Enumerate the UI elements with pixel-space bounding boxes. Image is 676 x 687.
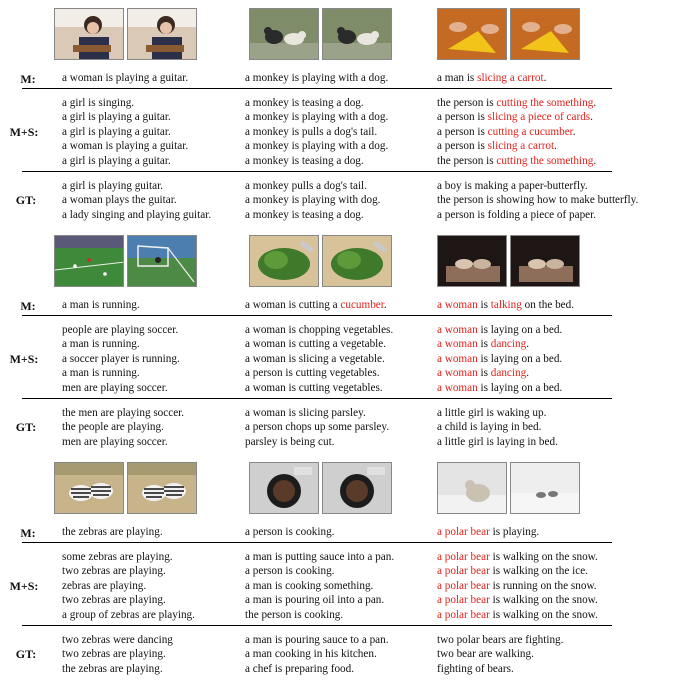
video-frame [54,235,124,287]
caption-line [437,298,574,312]
highlighted-text: slicing a carrot [487,140,555,153]
video-thumbnail-pair [249,8,394,60]
example-block [0,462,676,687]
model-sampled-captions [62,550,195,622]
caption-text: a person is cooking. [245,526,335,538]
caption-text: some zebras are playing. [62,551,173,563]
caption-text: the person is cooking. [245,608,344,621]
ground-truth-captions [62,406,184,449]
caption-line: a monkey is playing with dog. [245,194,381,207]
model-sampled-captions [437,550,598,622]
caption-line [245,352,393,366]
caption-line: the zebras are playing. [62,662,163,675]
caption-text: a woman is cutting a [245,299,341,311]
caption-text: is [477,299,491,311]
caption-line [62,125,188,139]
caption-text: is laying on a bed. [477,324,563,336]
caption-text: a person is [437,125,488,138]
caption-text: . [526,338,529,351]
caption-line [245,139,388,153]
caption-line [437,154,596,168]
caption-line [437,337,562,351]
caption-text: . [572,125,576,138]
ground-truth-captions [245,179,380,222]
video-thumbnail-pair [437,235,582,287]
caption-line: two zebras were dancing [62,634,173,646]
caption-line [437,125,596,139]
caption-line [245,125,388,139]
caption-text: a woman is playing a guitar. [62,140,189,153]
caption-text: two zebras are playing. [62,565,166,578]
caption-text: a woman is cutting vegetables. [245,381,383,394]
rule-line [22,542,612,543]
caption-line: a chef is preparing food. [245,662,355,675]
highlighted-text: a polar bear [437,565,490,578]
caption-line [437,110,596,124]
caption-line [245,154,388,168]
caption-line: a lady singing and playing guitar. [62,208,212,221]
label-ms: M+S: [9,352,39,366]
video-frame [510,462,580,514]
model-caption [62,71,188,85]
caption-line: a woman plays the guitar. [62,194,177,207]
caption-line [62,323,180,337]
caption-text: a woman is playing a guitar. [62,72,189,84]
caption-line [62,96,188,110]
rule-line [22,315,612,316]
highlighted-text: a polar bear [437,579,490,592]
caption-text: is walking on the snow. [489,551,598,563]
caption-text: a man is pouring oil into a pan. [245,594,385,607]
caption-text: a soccer player is running. [62,352,180,365]
highlighted-text: dancing [490,367,527,380]
caption-line [62,381,180,395]
caption-text: a man is running. [62,299,140,311]
video-thumbnail-pair [249,235,394,287]
label-gt: GT: [15,420,37,434]
caption-text: a woman is chopping vegetables. [245,324,394,336]
caption-line [62,525,163,539]
caption-line [62,71,188,85]
caption-line [245,366,393,380]
caption-text: a monkey is playing with a dog. [245,111,389,124]
caption-line: the people are playing. [62,421,164,434]
caption-line: a little girl is waking up. [437,407,547,419]
caption-line: men are playing soccer. [62,435,168,448]
caption-text: a man is running. [62,367,140,380]
rule-line [22,88,612,89]
caption-text: a monkey is playing with a dog. [245,140,389,153]
highlighted-text: slicing a piece of cards [487,111,591,124]
caption-line: a person is folding a piece of paper. [437,208,597,221]
caption-text: a man is cooking something. [245,579,374,592]
caption-text: the zebras are playing. [62,526,163,538]
caption-line [245,337,393,351]
example-block [0,8,676,233]
caption-line [245,579,394,593]
label-m: M: [20,299,36,313]
label-ms: M+S: [9,125,39,139]
video-frame [127,8,197,60]
caption-line [437,352,562,366]
highlighted-text: a woman [437,338,478,351]
caption-line: the men are playing soccer. [62,407,185,419]
caption-line [62,593,195,607]
caption-text: a person is [437,111,488,124]
ground-truth-captions [437,406,558,449]
caption-text: is [477,367,491,380]
video-frame [322,235,392,287]
caption-text: a man is [437,72,478,84]
label-m: M: [20,526,36,540]
caption-text: a woman is cutting a vegetable. [245,338,387,351]
label-m: M: [20,72,36,86]
caption-line [62,550,195,564]
video-frame [437,235,507,287]
highlighted-text: a polar bear [437,608,490,621]
caption-line: a little girl is laying in bed. [437,435,558,448]
video-frame [510,8,580,60]
highlighted-text: cutting a cucumber [487,125,573,138]
caption-text: a girl is singing. [62,97,135,109]
caption-text: . [593,154,597,167]
model-sampled-captions [245,550,394,622]
caption-line [437,71,546,85]
caption-text: a man is running. [62,338,140,351]
video-frame [322,8,392,60]
video-frame [127,462,197,514]
highlighted-text: cucumber [340,299,384,311]
caption-line [437,323,562,337]
caption-line: parsley is being cut. [245,435,335,448]
highlighted-text: a woman [437,324,478,336]
ground-truth-captions [62,179,211,222]
video-thumbnail-pair [437,462,582,514]
caption-line: two zebras are playing. [62,648,166,661]
video-thumbnail-pair [54,462,199,514]
caption-line [245,381,393,395]
video-frame [322,462,392,514]
ground-truth-captions [245,406,389,449]
rule-line [22,171,612,172]
highlighted-text: cutting the something [496,154,594,167]
caption-text: a person is [437,140,488,153]
highlighted-text: talking [490,299,522,311]
video-thumbnail-pair [54,235,199,287]
caption-text: people are playing soccer. [62,324,179,336]
caption-text: . [383,299,387,311]
caption-line [62,298,140,312]
caption-line [245,593,394,607]
caption-text: a woman is slicing a vegetable. [245,352,385,365]
caption-line [437,96,596,110]
caption-line: a monkey pulls a dog's tail. [245,180,367,192]
highlighted-text: a woman [437,367,478,380]
model-caption [437,525,539,539]
caption-line [62,337,180,351]
video-thumbnail-pair [249,462,394,514]
caption-line [437,381,562,395]
caption-line [437,608,598,622]
caption-line [62,154,188,168]
caption-line: two bear are walking. [437,648,534,661]
model-caption [245,298,387,312]
caption-text: a monkey is playing with a dog. [245,72,389,84]
caption-text: a monkey is teasing a dog. [245,97,364,109]
caption-line: a woman is slicing parsley. [245,407,366,419]
video-frame [127,235,197,287]
caption-line: two polar bears are fighting. [437,634,564,646]
highlighted-text: cutting the something [496,97,594,109]
caption-line [62,110,188,124]
model-caption [62,298,140,312]
highlighted-text: a polar bear [437,551,490,563]
caption-text: a person is cutting vegetables. [245,367,380,380]
caption-text: a monkey is teasing a dog. [245,154,364,167]
model-sampled-captions [437,96,596,168]
model-sampled-captions [437,323,562,395]
video-frame [249,462,319,514]
caption-line [62,564,195,578]
caption-text: is laying on a bed. [477,381,563,394]
caption-line [245,96,388,110]
label-gt: GT: [15,647,37,661]
caption-line [245,110,388,124]
caption-text: a group of zebras are playing. [62,608,195,621]
rule-line [22,398,612,399]
caption-line [437,564,598,578]
caption-line [437,593,598,607]
caption-text: is laying on a bed. [477,352,563,365]
caption-text: is running on the snow. [489,579,597,592]
label-ms: M+S: [9,579,39,593]
caption-line [245,323,393,337]
caption-text: is walking on the snow. [489,608,598,621]
caption-text: a girl is playing a guitar. [62,111,171,124]
video-frame [510,235,580,287]
model-caption [62,525,163,539]
video-frame [54,8,124,60]
caption-line: a man is pouring sauce to a pan. [245,634,389,646]
caption-text: is playing. [489,526,540,538]
caption-line [437,525,539,539]
caption-line [437,550,598,564]
caption-text: a person is cooking. [245,565,335,578]
model-caption [437,71,546,85]
video-frame [437,462,507,514]
caption-line [245,298,387,312]
video-thumbnail-pair [54,8,199,60]
model-sampled-captions [245,96,388,168]
caption-text: . [543,72,547,84]
caption-line: a girl is playing guitar. [62,180,163,192]
caption-line [62,352,180,366]
caption-text: a man is putting sauce into a pan. [245,551,395,563]
caption-line [62,608,195,622]
caption-line [62,579,195,593]
caption-text: two zebras are playing. [62,594,166,607]
highlighted-text: a polar bear [437,526,490,538]
highlighted-text: a woman [437,352,478,365]
caption-text: is [477,338,491,351]
caption-text: zebras are playing. [62,579,147,592]
caption-line [62,139,188,153]
example-block [0,235,676,460]
caption-line [62,366,180,380]
caption-line [245,71,388,85]
caption-line: a man cooking in his kitchen. [245,648,377,661]
caption-text: a monkey is pulls a dog's tail. [245,125,378,138]
caption-text: a girl is playing a guitar. [62,125,171,138]
ground-truth-captions [437,179,638,222]
caption-line: a boy is making a paper-butterfly. [437,180,588,192]
caption-line: a monkey is teasing a dog. [245,208,364,221]
caption-line: fighting of bears. [437,662,514,675]
caption-text: the person is [437,97,497,109]
video-frame [54,462,124,514]
video-frame [437,8,507,60]
caption-line: a person chops up some parsley. [245,421,390,434]
caption-line [245,608,394,622]
model-caption [245,525,334,539]
caption-line [245,550,394,564]
video-frame [249,235,319,287]
caption-text: the person is [437,154,497,167]
caption-line [245,564,394,578]
label-gt: GT: [15,193,37,207]
caption-text: . [590,111,593,124]
model-sampled-captions [245,323,393,395]
model-caption [245,71,388,85]
caption-text: is walking on the ice. [489,565,588,578]
rule-line [22,625,612,626]
model-sampled-captions [62,96,188,168]
caption-text: men are playing soccer. [62,381,168,394]
highlighted-text: slicing a carrot [477,72,544,84]
caption-text: . [554,140,557,153]
video-thumbnail-pair [437,8,582,60]
caption-line [437,366,562,380]
highlighted-text: a polar bear [437,594,490,607]
caption-text: is walking on the snow. [489,594,598,607]
caption-text: . [526,367,529,380]
highlighted-text: a woman [437,299,478,311]
caption-line [437,579,598,593]
caption-text: . [593,97,597,109]
caption-line: a child is laying in bed. [437,421,542,434]
model-sampled-captions [62,323,180,395]
caption-text: a girl is playing a guitar. [62,154,171,167]
caption-line [245,525,334,539]
caption-line [437,139,596,153]
caption-line: the person is showing how to make butterfly. [437,194,639,207]
video-frame [249,8,319,60]
caption-text: on the bed. [521,299,575,311]
highlighted-text: a woman [437,381,478,394]
highlighted-text: dancing [490,338,527,351]
model-caption [437,298,574,312]
